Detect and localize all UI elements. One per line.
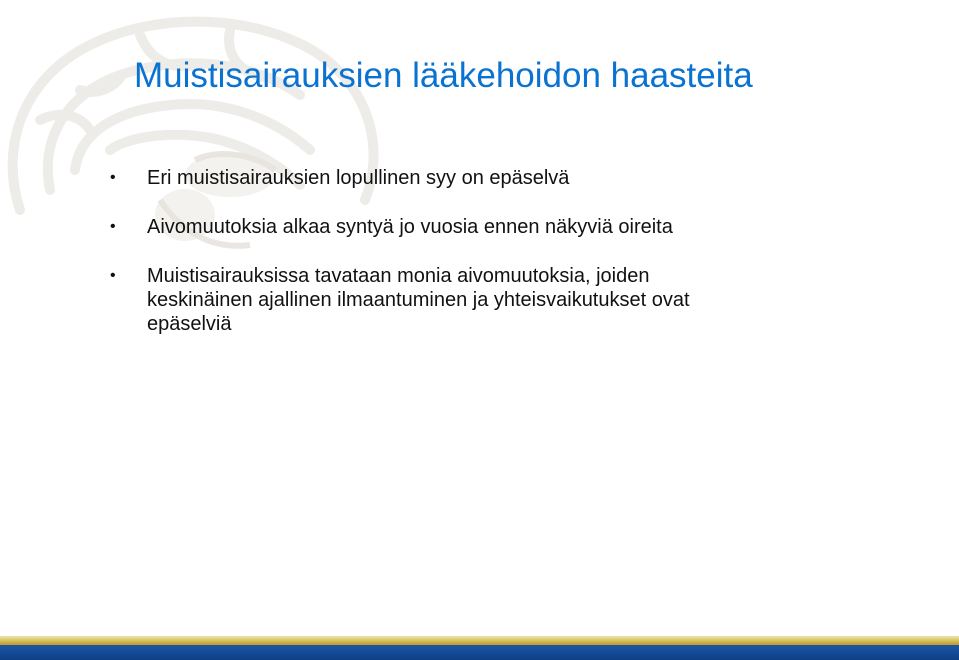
footer-band — [0, 636, 959, 660]
bullet-text: Eri muistisairauksien lopullinen syy on epäselvä — [147, 167, 570, 189]
bullet-item — [107, 166, 747, 190]
bullet-icon: • — [110, 169, 116, 186]
footer-blue-stripe — [0, 645, 959, 660]
bullet-list — [107, 166, 747, 361]
bullet-icon: • — [110, 267, 116, 284]
bullet-text: Muistisairauksissa tavataan monia aivomuutoksia, joiden keskinäinen ajallinen ilmaantuminen ja yhteisvaikutukset ovat epäselviä — [147, 265, 690, 335]
bullet-text: Aivomuutoksia alkaa syntyä jo vuosia ennen näkyviä oireita — [147, 216, 673, 238]
slide-title: Muistisairauksien lääkehoidon haasteita — [134, 56, 753, 95]
bullet-icon: • — [110, 218, 116, 235]
bullet-item — [107, 264, 747, 336]
footer-gold-stripe — [0, 636, 959, 645]
bullet-item — [107, 215, 747, 239]
